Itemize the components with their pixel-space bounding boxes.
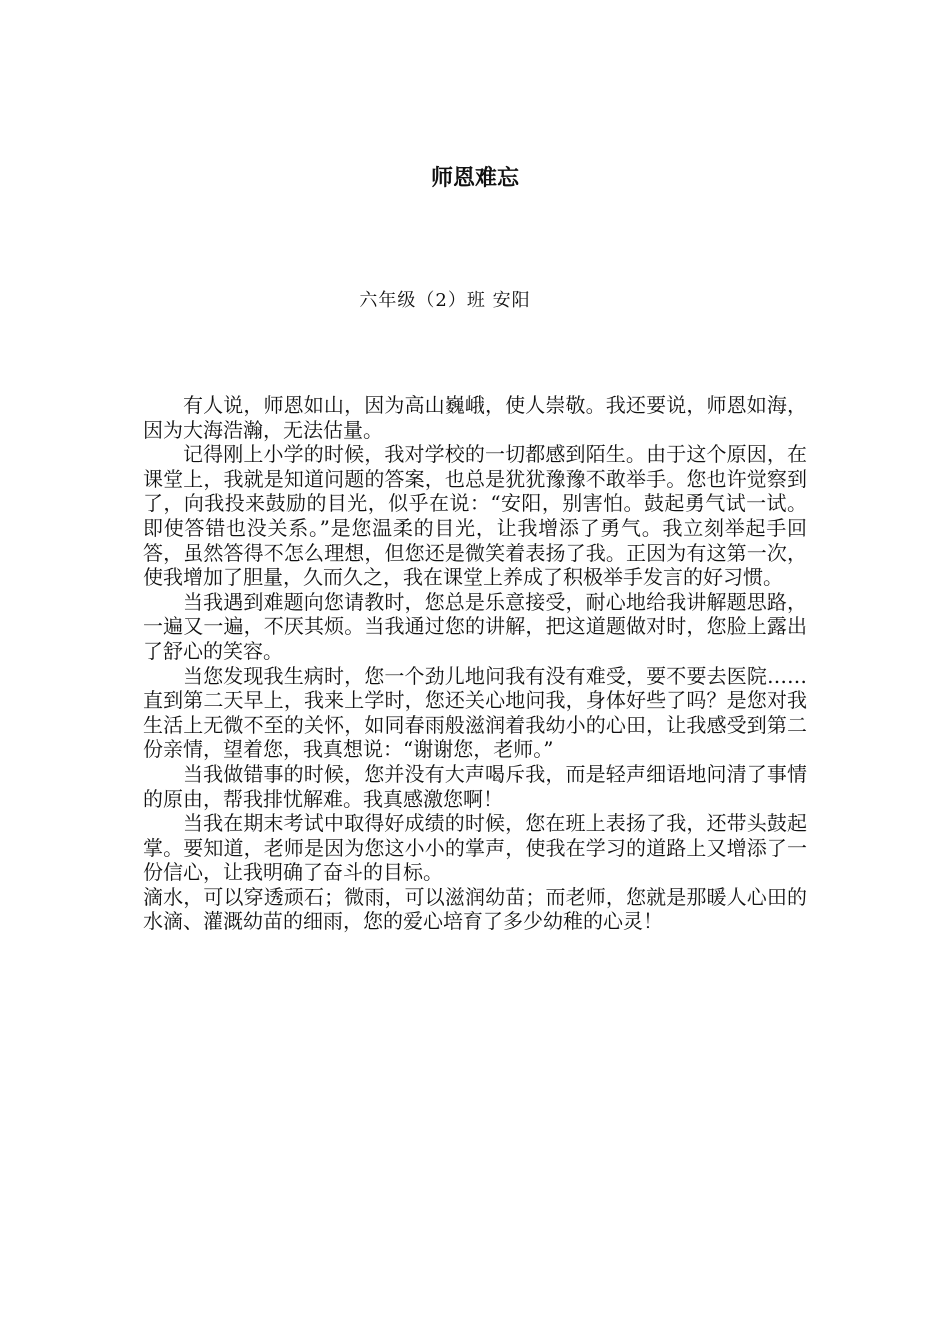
paragraph: 当您发现我生病时，您一个劲儿地问我有没有难受，要不要去医院……直到第二天早上，我来上学时，您还关心地问我，身体好些了吗？是您对我生活上无微不至的关怀，如同春雨般滋润着我幼小的心田，让我感受到第二份亲情，望着您，我真想说：“谢谢您，老师。” — [143, 663, 807, 762]
document-title: 师恩难忘 — [430, 165, 519, 191]
paragraph: 滴水，可以穿透顽石；微雨，可以滋润幼苗；而老师，您就是那暖人心田的水滴、灌溉幼苗的细雨，您的爱心培育了多少幼稚的心灵！ — [143, 884, 807, 934]
document-body — [143, 393, 807, 934]
paragraph: 当我在期末考试中取得好成绩的时候，您在班上表扬了我，还带头鼓起掌。要知道，老师是因为您这小小的掌声，使我在学习的道路上又增添了一份信心，让我明确了奋斗的目标。 — [143, 811, 807, 885]
paragraph: 记得刚上小学的时候，我对学校的一切都感到陌生。由于这个原因，在课堂上，我就是知道问题的答案，也总是犹犹豫豫不敢举手。您也许觉察到了，向我投来鼓励的目光，似乎在说：“安阳，别害怕。鼓起勇气试一试。即使答错也没关系。”是您温柔的目光，让我增添了勇气。我立刻举起手回答，虽然答得不怎么理想，但您还是微笑着表扬了我。正因为有这第一次，使我增加了胆量，久而久之，我在课堂上养成了积极举手发言的好习惯。 — [143, 442, 807, 590]
paragraph: 当我做错事的时候，您并没有大声喝斥我，而是轻声细语地问清了事情的原由，帮我排忧解难。我真感激您啊！ — [143, 761, 807, 811]
author-byline: 六年级（2）班 安阳 — [359, 290, 531, 311]
paragraph: 当我遇到难题向您请教时，您总是乐意接受，耐心地给我讲解题思路，一遍又一遍，不厌其烦。当我通过您的讲解，把这道题做对时，您脸上露出了舒心的笑容。 — [143, 589, 807, 663]
paragraph: 有人说，师恩如山，因为高山巍峨，使人崇敬。我还要说，师恩如海，因为大海浩瀚，无法估量。 — [143, 393, 807, 442]
